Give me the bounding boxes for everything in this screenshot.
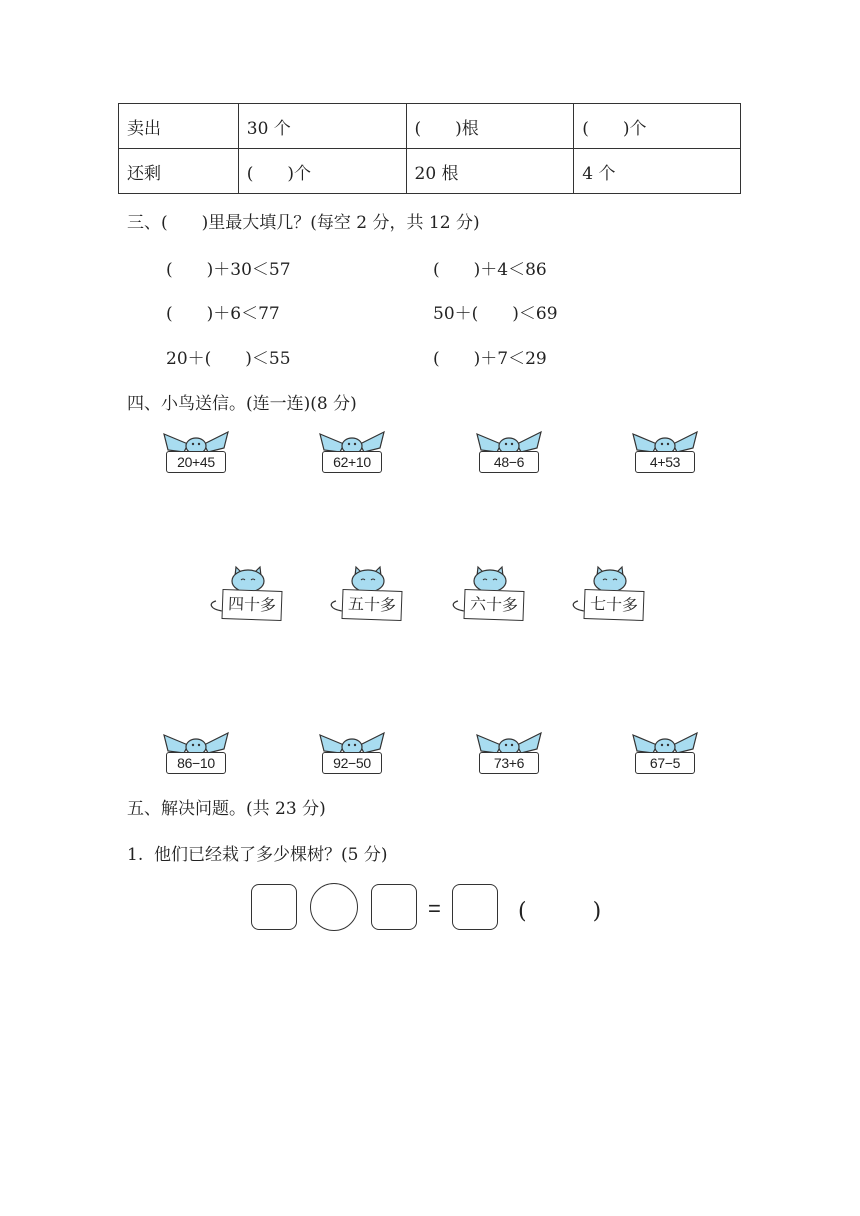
cat-sign: 五十多 — [341, 589, 402, 621]
bird-card[interactable] — [162, 731, 230, 777]
bird-card[interactable] — [162, 430, 230, 476]
unit-blank[interactable]: ( ) — [518, 899, 602, 924]
bird-label: 48−6 — [479, 451, 539, 473]
cat-sign: 六十多 — [463, 589, 524, 621]
table-cell: 还剩 — [119, 149, 239, 194]
bird-label: 67−5 — [635, 752, 695, 774]
inequality-item: ( )＋6＜77 — [166, 304, 280, 324]
bird-label: 92−50 — [322, 752, 382, 774]
table-row — [119, 149, 741, 194]
bird-label: 20+45 — [166, 451, 226, 473]
bird-card[interactable] — [318, 731, 386, 777]
section-5-heading: 五、解决问题。(共 23 分) — [127, 799, 326, 819]
inequality-item: 50＋( )＜69 — [433, 304, 558, 324]
bird-card[interactable] — [475, 430, 543, 476]
bird-card[interactable] — [475, 731, 543, 777]
cat-sign: 四十多 — [221, 589, 282, 621]
cat-card[interactable] — [206, 563, 286, 633]
inequality-item: 20＋( )＜55 — [166, 349, 291, 369]
table-cell: 卖出 — [119, 104, 239, 149]
bird-card[interactable] — [318, 430, 386, 476]
answer-box[interactable] — [251, 884, 297, 930]
inequality-item: ( )＋30＜57 — [166, 260, 291, 280]
sales-table — [118, 103, 741, 194]
table-cell: ( )个 — [238, 149, 406, 194]
answer-box[interactable] — [452, 884, 498, 930]
table-cell: ( )根 — [406, 104, 574, 149]
table-cell: 30 个 — [238, 104, 406, 149]
cat-card[interactable] — [568, 563, 648, 633]
bird-card[interactable] — [631, 731, 699, 777]
inequality-item: ( )＋4＜86 — [433, 260, 547, 280]
cat-sign: 七十多 — [583, 589, 644, 621]
cat-card[interactable] — [448, 563, 528, 633]
operator-circle[interactable] — [310, 883, 358, 931]
bird-label: 4+53 — [635, 451, 695, 473]
cat-card[interactable] — [326, 563, 406, 633]
table-row — [119, 104, 741, 149]
table-cell: 20 根 — [406, 149, 574, 194]
bird-label: 86−10 — [166, 752, 226, 774]
table-cell: 4 个 — [574, 149, 741, 194]
bird-label: 62+10 — [322, 451, 382, 473]
section-3-heading: 三、( )里最大填几？(每空 2 分，共 12 分) — [127, 213, 480, 233]
section-4-heading: 四、小鸟送信。(连一连)(8 分) — [127, 394, 357, 414]
answer-box[interactable] — [371, 884, 417, 930]
equals-sign: = — [428, 896, 441, 921]
bird-label: 73+6 — [479, 752, 539, 774]
question-1: 1. 他们已经栽了多少棵树？(5 分) — [127, 845, 388, 865]
inequality-item: ( )＋7＜29 — [433, 349, 547, 369]
bird-card[interactable] — [631, 430, 699, 476]
table-cell: ( )个 — [574, 104, 741, 149]
